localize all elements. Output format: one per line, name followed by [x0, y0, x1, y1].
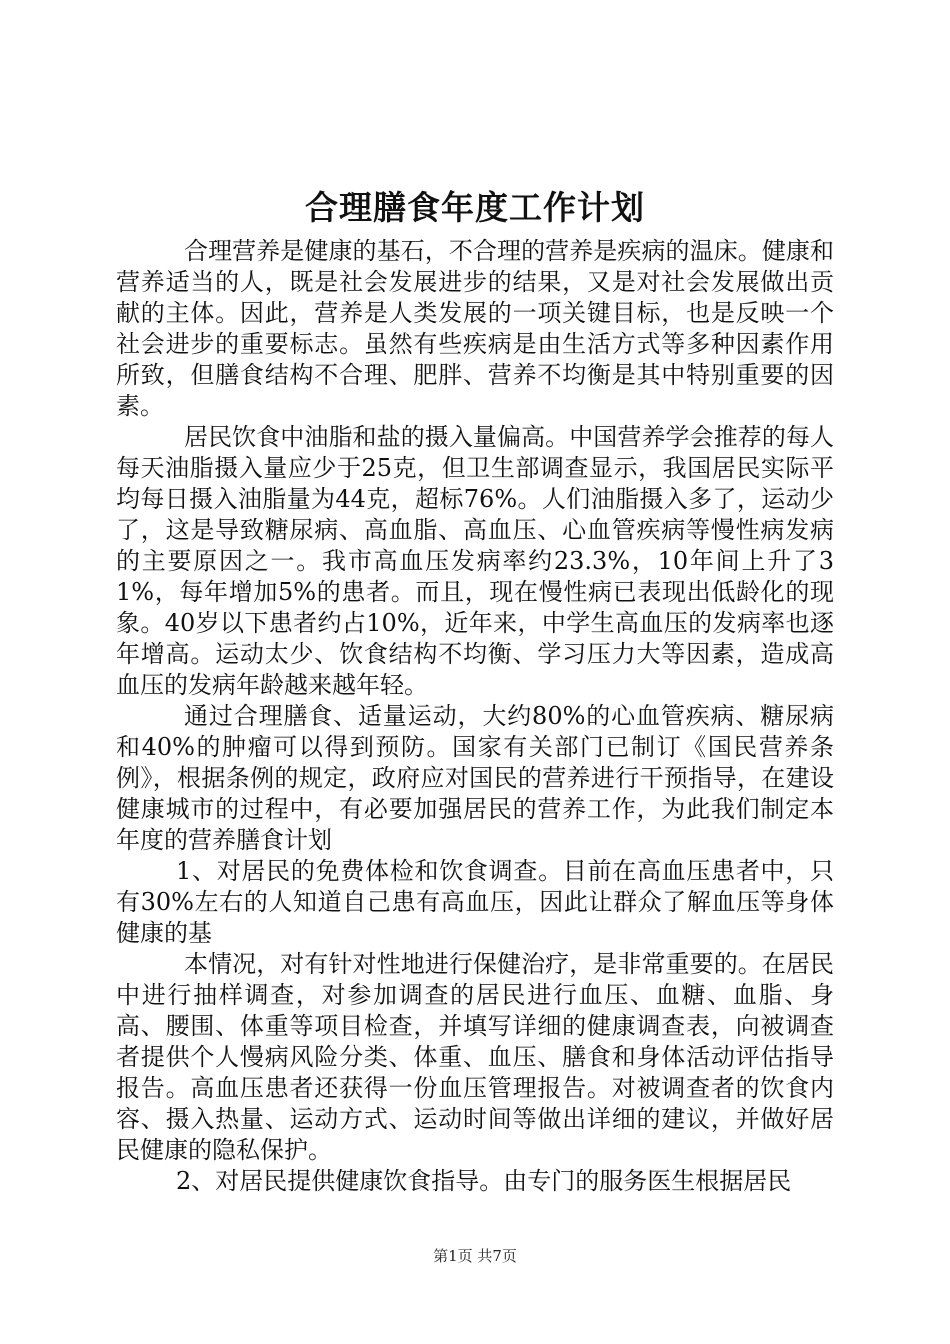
paragraph-oil-salt: 居民饮食中油脂和盐的摄入量偏高。中国营养学会推荐的每人每天油脂摄入量应少于25克，但卫生部调查显示，我国居民实际平均每日摄入油脂量为44克，超标76%。人们油脂摄入多了，运动少了，这是导致糖尿病、高血脂、高血压、心血管疾病等慢性病发病的主要原因之一。我市高血压发病率约23.3%，10年间上升了31%，每年增加5%的患者。而且，现在慢性病已表现出低龄化的现象。40岁以下患者约占10%，近年来，中学生高血压的发病率也逐年增高。运动太少、饮食结构不均衡、学习压力大等因素，造成高血压的发病年龄越来越年轻。	[116, 423, 834, 699]
page-number-footer: 第1页 共7页	[433, 1247, 517, 1265]
paragraph-intro: 合理营养是健康的基石，不合理的营养是疾病的温床。健康和营养适当的人，既是社会发展进步的结果，又是对社会发展做出贡献的主体。因此，营养是人类发展的一项关键目标，也是反映一个社会进步的重要标志。虽然有些疾病是由生活方式等多种因素作用所致，但膳食结构不合理、肥胖、营养不均衡是其中特别重要的因素。	[116, 237, 834, 420]
paragraph-prevention: 通过合理膳食、适量运动，大约80%的心血管疾病、糖尿病和40%的肿瘤可以得到预防。国家有关部门已制订《国民营养条例》，根据条例的规定，政府应对国民的营养进行干预指导，在建设健康城市的过程中，有必要加强居民的营养工作，为此我们制定本年度的营养膳食计划	[116, 702, 834, 854]
paragraph-item-1-continued: 本情况，对有针对性地进行保健治疗，是非常重要的。在居民中进行抽样调查，对参加调查的居民进行血压、血糖、血脂、身高、腰围、体重等项目检查，并填写详细的健康调查表，向被调查者提供个人慢病风险分类、体重、血压、膳食和身体活动评估指导报告。高血压患者还获得一份血压管理报告。对被调查者的饮食内容、摄入热量、运动方式、运动时间等做出详细的建议，并做好居民健康的隐私保护。	[116, 950, 834, 1164]
document-body	[116, 236, 834, 1197]
document-title: 合理膳食年度工作计划	[305, 188, 645, 227]
paragraph-item-1: 1、对居民的免费体检和饮食调查。目前在高血压患者中，只有30%左右的人知道自己患有高血压，因此让群众了解血压等身体健康的基	[116, 857, 834, 947]
paragraph-item-2: 2、对居民提供健康饮食指导。由专门的服务医生根据居民	[176, 1167, 792, 1195]
